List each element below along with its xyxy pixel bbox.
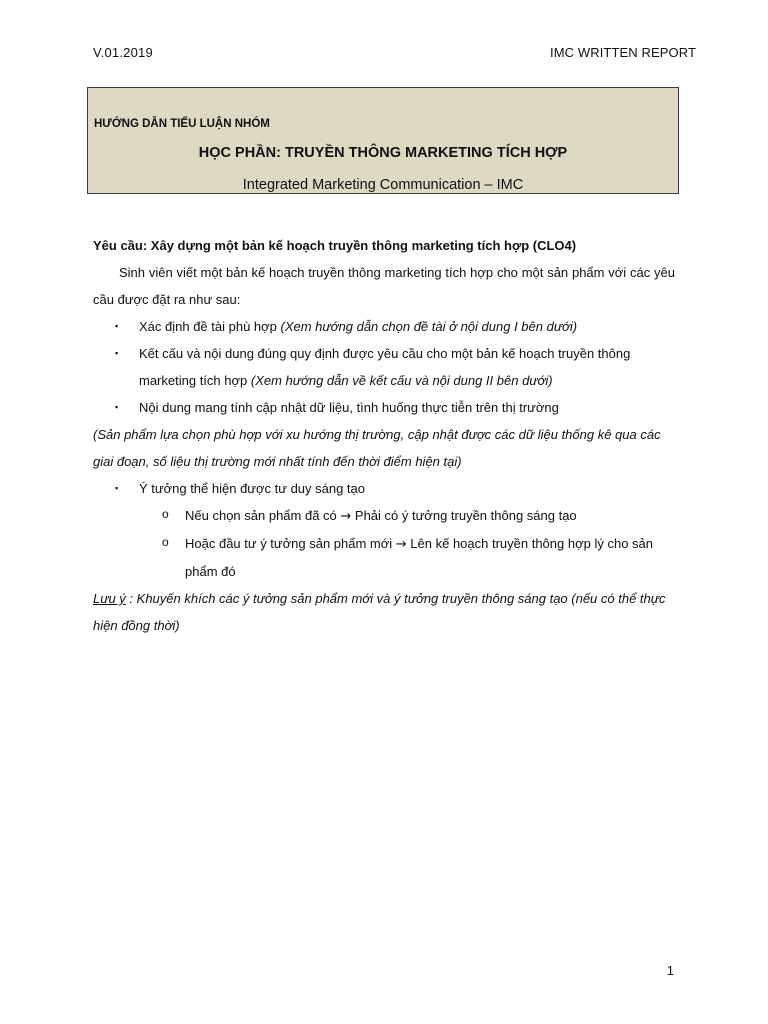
- square-bullet-icon: ▪: [115, 348, 119, 358]
- bullet-text: Xác định đề tài phù hợp: [139, 319, 281, 334]
- note-label: Lưu ý: [93, 591, 126, 606]
- square-bullet-icon: ▪: [115, 483, 119, 493]
- circle-bullet-icon: o: [162, 535, 169, 549]
- bullet-text: Kết cấu và nội dung đúng quy định được yêu cầu cho một bản kế hoạch truyền thông marketing tích hợp: [139, 346, 631, 388]
- bullet-item-topic: [93, 313, 675, 340]
- arrow-right-icon: →: [340, 509, 352, 524]
- requirement-heading: Yêu cầu: Xây dựng một bản kế hoạch truyền thông marketing tích hợp (CLO4): [93, 238, 577, 253]
- bullet-item-content: [93, 394, 675, 421]
- course-title: HỌC PHẦN: TRUYỀN THÔNG MARKETING TÍCH HỢP: [198, 145, 568, 161]
- bullet-note: (Xem hướng dẫn chọn đề tài ở nội dung I bên dưới): [280, 319, 578, 334]
- arrow-right-icon: →: [395, 537, 407, 552]
- guide-subtitle: HƯỚNG DẪN TIỂU LUẬN NHÓM: [94, 118, 270, 130]
- sub-bullet-new-product: [93, 530, 675, 585]
- intro-paragraph: Sinh viên viết một bản kế hoạch truyền thông marketing tích hợp cho một sản phẩm với các yêu cầu được đặt ra như sau:: [93, 265, 675, 307]
- course-title-english: Integrated Marketing Communication – IMC: [242, 177, 524, 193]
- italic-note: (Sản phẩm lựa chọn phù hợp với xu hướng thị trường, cập nhật được các dữ liệu thống kê qua các giai đoạn, số liệu thị trường mới nhất tính đến thời điểm hiện tại): [93, 427, 661, 469]
- sub-bullet-existing-product: [93, 502, 675, 530]
- bullet-note: (Xem hướng dẫn về kết cấu và nội dung II bên dưới): [250, 373, 553, 388]
- page-number: 1: [666, 963, 674, 978]
- bullet-item-idea: [93, 475, 675, 502]
- sub-bullet-text-before: Hoặc đầu tư ý tưởng sản phẩm mới: [185, 536, 396, 551]
- title-box: [87, 87, 679, 194]
- note-paragraph: [93, 585, 675, 639]
- sub-bullet-text-after: Lên kế hoạch truyền thông hợp lý cho sản phẩm đó: [185, 536, 653, 579]
- header-report-title: IMC WRITTEN REPORT: [550, 45, 696, 60]
- sub-bullet-text-before: Nếu chọn sản phẩm đã có: [185, 508, 341, 523]
- bullet-text: Nội dung mang tính cập nhật dữ liệu, tình huống thực tiễn trên thị trường: [139, 400, 559, 415]
- header-version: V.01.2019: [93, 45, 153, 60]
- bullet-text: Ý tưởng thể hiện được tư duy sáng tạo: [139, 481, 366, 496]
- sub-bullet-text-after: Phải có ý tưởng truyền thông sáng tạo: [351, 508, 577, 523]
- bullet-item-structure: [93, 340, 675, 394]
- note-text: : Khuyến khích các ý tưởng sản phẩm mới và ý tưởng truyền thông sáng tạo (nếu có thể thực hiện đồng thời): [93, 591, 666, 633]
- square-bullet-icon: ▪: [115, 402, 119, 412]
- circle-bullet-icon: o: [162, 507, 169, 521]
- square-bullet-icon: ▪: [115, 321, 119, 331]
- document-body: [93, 232, 675, 639]
